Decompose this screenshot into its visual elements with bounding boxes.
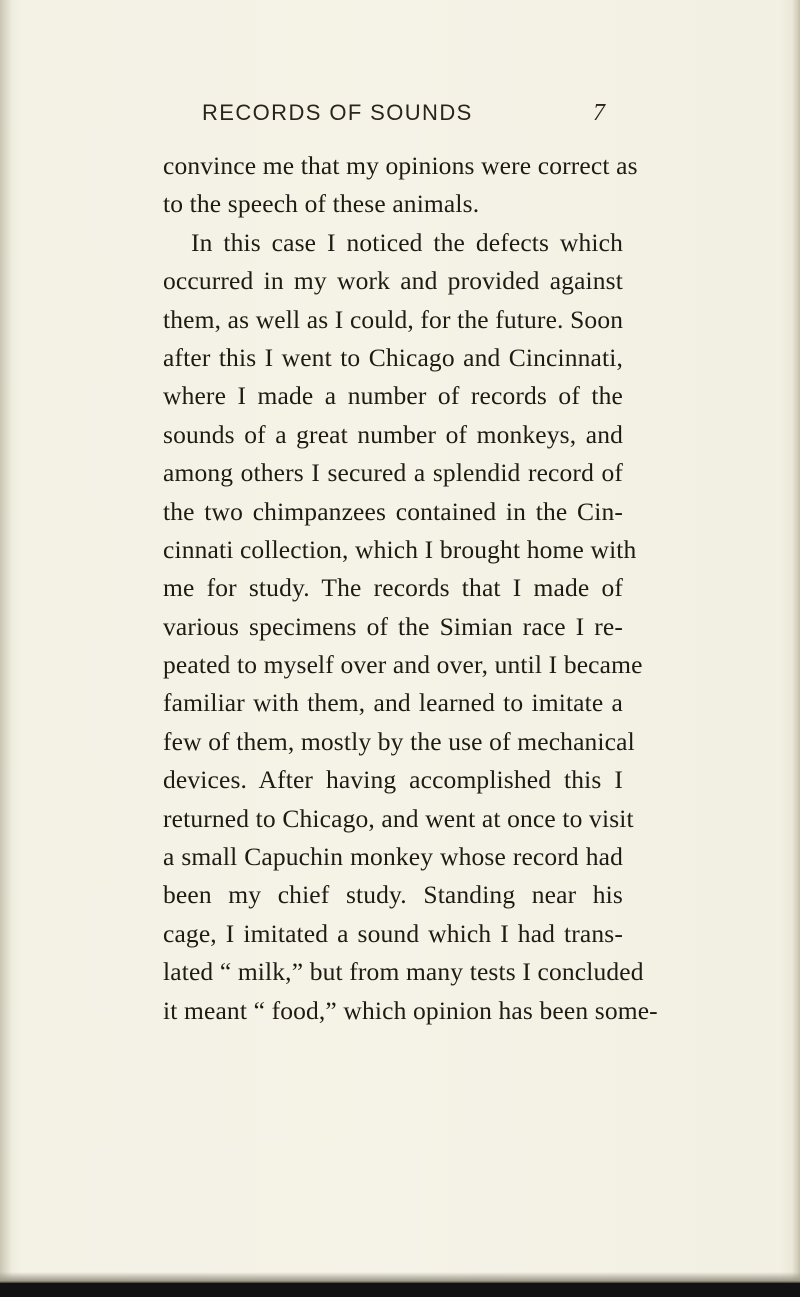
- text-line: after this I went to Chicago and Cincinnati,: [163, 342, 623, 372]
- text-line: sounds of a great number of monkeys, and: [163, 419, 623, 449]
- text-line: the two chimpanzees contained in the Cin-: [163, 496, 623, 526]
- text-line: In this case I noticed the defects which: [191, 227, 623, 257]
- text-line: a small Capuchin monkey whose record had: [163, 842, 623, 872]
- text-line: returned to Chicago, and went at once to visit: [163, 803, 634, 833]
- text-line: peated to myself over and over, until I became: [163, 650, 643, 680]
- page-bottom-shadow: [0, 1272, 800, 1283]
- text-line: where I made a number of records of the: [163, 381, 623, 411]
- text-line: cinnati collection, which I brought home with: [163, 534, 637, 564]
- scan-bottom-border: [0, 1283, 800, 1297]
- text-line: occurred in my work and provided against: [163, 266, 623, 296]
- text-line: lated “ milk,” but from many tests I concluded: [163, 957, 644, 987]
- text-line: to the speech of these animals.: [163, 189, 480, 219]
- page-number: 7: [593, 100, 605, 126]
- page-edge-shadow: [792, 0, 800, 1297]
- text-line: it meant “ food,” which opinion has been some-: [163, 995, 658, 1025]
- text-line: been my chief study. Standing near his: [163, 880, 623, 910]
- text-line: cage, I imitated a sound which I had trans-: [163, 918, 623, 948]
- text-line: few of them, mostly by the use of mechanical: [163, 726, 635, 756]
- text-line: them, as well as I could, for the future. Soon: [163, 304, 624, 334]
- text-line: among others I secured a splendid record of: [163, 458, 623, 488]
- text-line: me for study. The records that I made of: [163, 573, 623, 603]
- running-head: RECORDS OF SOUNDS: [202, 100, 473, 125]
- text-line: familiar with them, and learned to imitate a: [163, 688, 623, 718]
- text-line: convince me that my opinions were correct as: [163, 151, 638, 180]
- text-line: devices. After having accomplished this I: [163, 765, 623, 795]
- page-header: [202, 98, 622, 128]
- body-text: [163, 147, 658, 1030]
- text-line: various specimens of the Simian race I re-: [163, 611, 623, 641]
- page-gutter-shadow: [0, 0, 12, 1297]
